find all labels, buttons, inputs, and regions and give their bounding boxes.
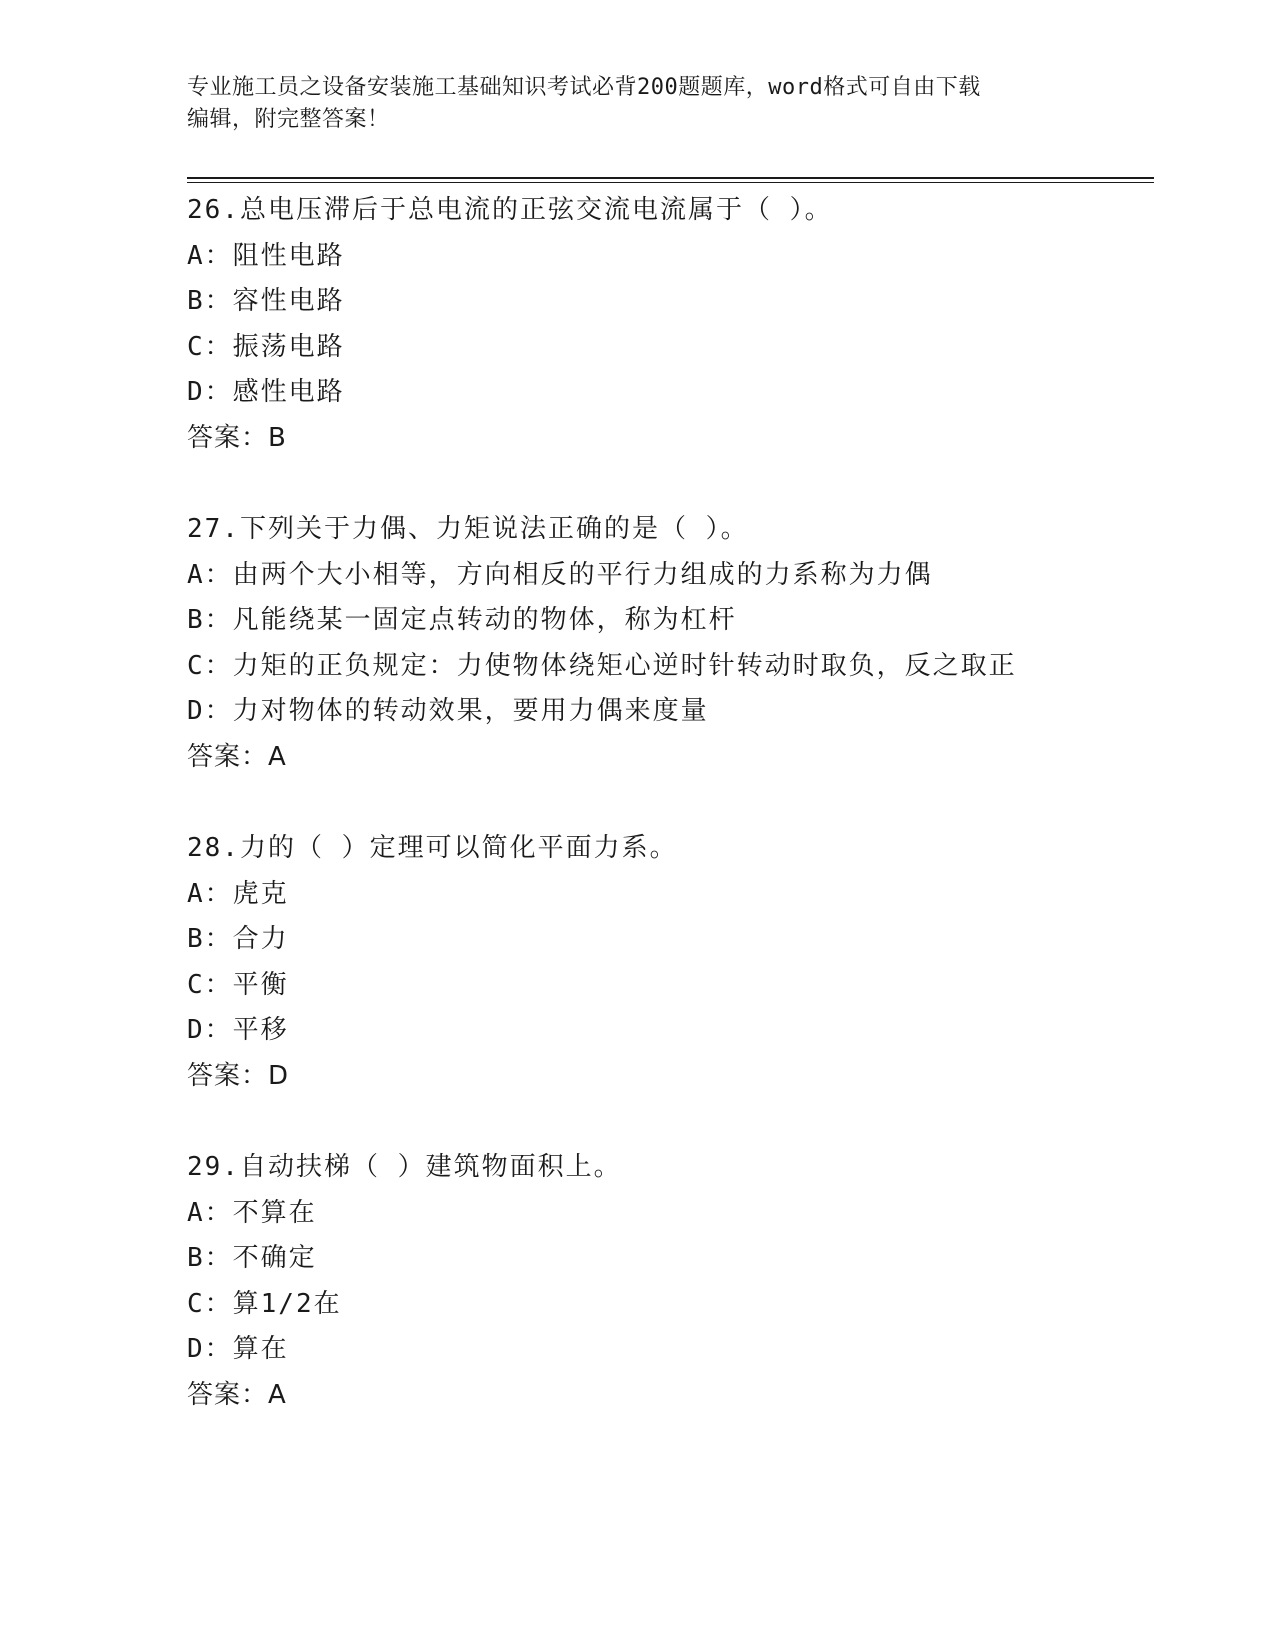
option-a: A：阻性电路 <box>187 240 345 271</box>
question-stem: 28.力的（ ）定理可以简化平面力系。 <box>187 833 678 863</box>
document-header <box>187 72 1087 136</box>
option-a: A：由两个大小相等，方向相反的平行力组成的力系称为力偶 <box>187 559 933 590</box>
header-title-line-1: 专业施工员之设备安装施工基础知识考试必背200题题库，word格式可自由下载 <box>187 75 981 100</box>
option-d: D：力对物体的转动效果，要用力偶来度量 <box>187 696 709 726</box>
answer-label: 答案：B <box>187 422 287 453</box>
option-c: C：振荡电路 <box>187 331 345 362</box>
header-divider-thick <box>187 177 1154 179</box>
option-d: D：感性电路 <box>187 377 345 407</box>
option-c: C：平衡 <box>187 969 289 1000</box>
answer-label: 答案：A <box>187 1379 287 1410</box>
header-divider-thin <box>187 182 1154 183</box>
question-27 <box>187 507 1147 780</box>
option-b: B：凡能绕某一固定点转动的物体，称为杠杆 <box>187 605 737 635</box>
option-b: B：合力 <box>187 924 289 954</box>
option-c: C：力矩的正负规定：力使物体绕矩心逆时针转动时取负，反之取正 <box>187 650 1017 681</box>
question-stem: 26.总电压滞后于总电流的正弦交流电流属于（ ）。 <box>187 195 833 225</box>
question-stem: 27.下列关于力偶、力矩说法正确的是（ ）。 <box>187 514 749 544</box>
option-b: B：容性电路 <box>187 286 345 316</box>
question-28 <box>187 826 1147 1099</box>
option-c: C：算1/2在 <box>187 1288 342 1319</box>
question-29 <box>187 1145 1147 1418</box>
question-26 <box>187 188 1147 461</box>
answer-label: 答案：A <box>187 741 287 772</box>
header-title-line-2: 编辑，附完整答案！ <box>187 107 390 132</box>
answer-label: 答案：D <box>187 1060 290 1091</box>
option-b: B：不确定 <box>187 1243 317 1273</box>
option-d: D：算在 <box>187 1334 289 1364</box>
option-d: D：平移 <box>187 1015 289 1045</box>
question-stem: 29.自动扶梯（ ）建筑物面积上。 <box>187 1152 622 1182</box>
option-a: A：不算在 <box>187 1197 317 1228</box>
option-a: A：虎克 <box>187 878 289 909</box>
